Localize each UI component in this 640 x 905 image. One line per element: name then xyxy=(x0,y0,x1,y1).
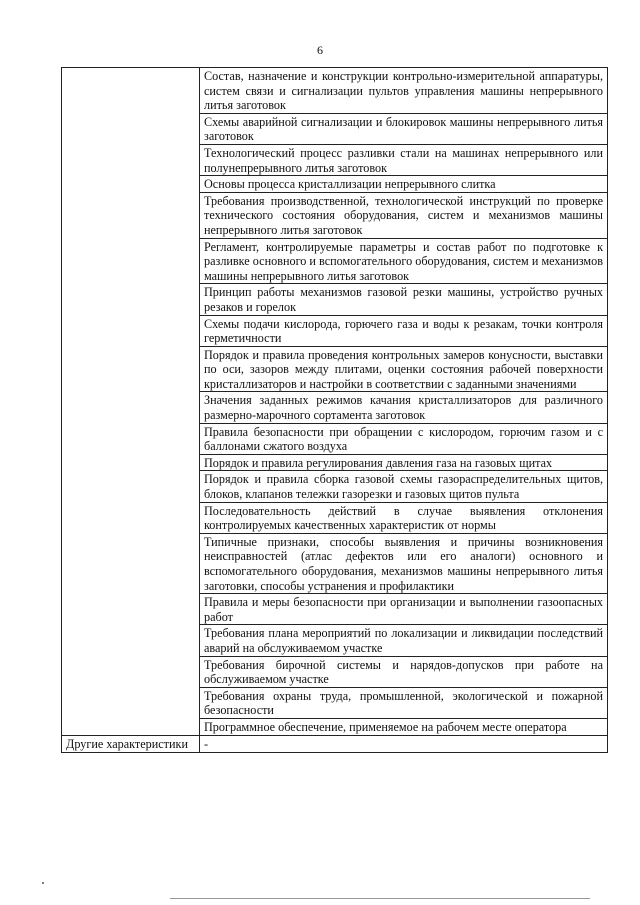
other-characteristics-label: Другие характеристики xyxy=(62,735,200,752)
requirement-cell: Порядок и правила регулирования давления газа на газовых щитах xyxy=(200,454,608,471)
table-row xyxy=(62,68,608,114)
requirement-cell: Принцип работы механизмов газовой резки машины, устройство ручных резаков и горелок xyxy=(200,284,608,315)
left-column-empty-cell xyxy=(62,68,200,736)
requirement-cell: Требования плана мероприятий по локализации и ликвидации последствий аварий на обслуживаемом участке xyxy=(200,625,608,656)
requirement-cell: Требования производственной, технологической инструкций по проверке технического состояния оборудования, систем и механизмов машины непрерывного литья заготовок xyxy=(200,192,608,238)
requirement-cell: Схемы подачи кислорода, горючего газа и воды к резакам, точки контроля герметичности xyxy=(200,315,608,346)
requirement-cell: Порядок и правила сборка газовой схемы газораспределительных щитов, блоков, клапанов тележки газорезки и газовых щитов пульта xyxy=(200,471,608,502)
requirement-cell: Типичные признаки, способы выявления и причины возникновения неисправностей (атлас дефектов или его аналоги) основного и вспомогательного оборудования, механизмов машины непрерывного литья заготовки, способы устранения и профилактики xyxy=(200,533,608,593)
other-characteristics-row xyxy=(62,735,608,752)
requirement-cell: Технологический процесс разливки стали на машинах непрерывного или полунепрерывного литья заготовок xyxy=(200,144,608,175)
requirement-cell: Правила и меры безопасности при организации и выполнении газоопасных работ xyxy=(200,594,608,625)
requirements-table xyxy=(61,67,608,753)
requirement-cell: Требования охраны труда, промышленной, экологической и пожарной безопасности xyxy=(200,687,608,718)
page-number: 6 xyxy=(317,43,323,57)
other-characteristics-value: - xyxy=(200,735,608,752)
requirement-cell: Программное обеспечение, применяемое на рабочем месте оператора xyxy=(200,718,608,735)
requirement-cell: Последовательность действий в случае выявления отклонения контролируемых качественных характеристик от нормы xyxy=(200,502,608,533)
requirement-cell: Требования бирочной системы и нарядов-допусков при работе на обслуживаемом участке xyxy=(200,656,608,687)
requirement-cell: Порядок и правила проведения контрольных замеров конусности, выставки по оси, зазоров между плитами, оценки состояния рабочей поверхности кристаллизаторов и настройки в соответствии с заданными значениями xyxy=(200,346,608,392)
requirement-cell: Состав, назначение и конструкции контрольно-измерительной аппаратуры, систем связи и сигнализации пультов управления машины непрерывного литья заготовок xyxy=(200,68,608,114)
requirement-cell: Основы процесса кристаллизации непрерывного слитка xyxy=(200,176,608,193)
requirements-table-body xyxy=(62,68,608,753)
requirement-cell: Схемы аварийной сигнализации и блокировок машины непрерывного литья заготовок xyxy=(200,113,608,144)
scan-speck xyxy=(42,882,44,884)
requirement-cell: Значения заданных режимов качания кристаллизаторов для различного размерно-марочного сортамента заготовок xyxy=(200,392,608,423)
requirement-cell: Регламент, контролируемые параметры и состав работ по подготовке к разливке основного и вспомогательного оборудования, систем и механизмов машины непрерывного литья заготовок xyxy=(200,238,608,284)
requirement-cell: Правила безопасности при обращении с кислородом, горючим газом и с баллонами сжатого воздуха xyxy=(200,423,608,454)
page-bottom-line xyxy=(170,898,590,899)
